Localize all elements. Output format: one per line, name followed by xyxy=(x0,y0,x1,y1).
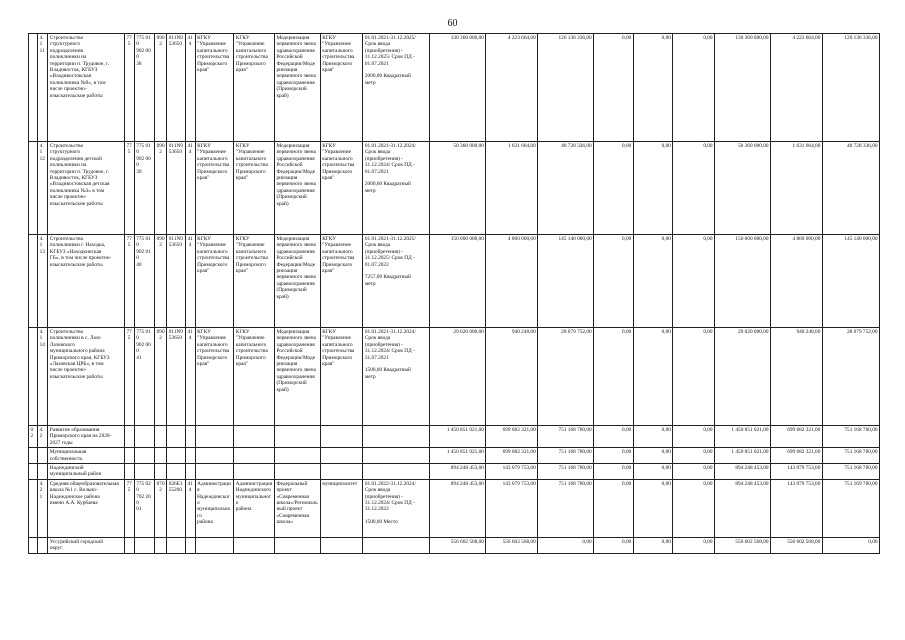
table-cell: Строительство структурного подразделения детской поликлиники на территории п. Трудовое, г. Владивосток, КГБУЗ «Владивостокская детская поликлиника №3» в том числе проектно- изыскательские работы xyxy=(48,142,124,235)
table-cell: 0,00 xyxy=(594,537,634,553)
table-cell xyxy=(29,479,38,537)
table-cell xyxy=(29,34,38,142)
table-cell: 4 223 664,00 xyxy=(486,34,538,142)
table-cell: 143 079 753,00 xyxy=(486,464,538,480)
table-cell xyxy=(134,426,154,448)
table-cell: 0,00 xyxy=(633,479,673,537)
table-cell: 4 860 000,00 xyxy=(771,235,823,328)
table-cell xyxy=(185,426,195,448)
table-cell: 0,00 xyxy=(594,235,634,328)
table-cell: муниципалитет xyxy=(320,479,363,537)
table-cell: 126 136 336,00 xyxy=(822,34,879,142)
table-cell: 4 223 664,00 xyxy=(771,34,823,142)
table-cell: 4.1 13 xyxy=(38,235,48,328)
table-cell: 699 682 321,00 xyxy=(486,448,538,464)
table-cell: 0,00 xyxy=(594,426,634,448)
table-cell: 699 682 321,00 xyxy=(486,426,538,448)
table-cell: 0702 xyxy=(155,479,167,537)
table-cell xyxy=(195,464,234,480)
table-cell: 0,00 xyxy=(673,235,715,328)
table-cell: Федеральный проект «Современная школа»/Региональ ный проект «Современная школа» xyxy=(274,479,320,537)
table-cell: 150 000 000,00 xyxy=(430,235,486,328)
table-cell: 0,00 xyxy=(673,142,715,235)
table-cell: 011N9 53650 xyxy=(167,142,185,235)
table-row xyxy=(29,537,880,553)
table-cell: 775 02 0 702 20 0 01 xyxy=(134,479,154,537)
table-cell: Строительство поликлиники в с. Лазо Лазовского муниципального района Приморского края, КГБУЗ «Лазовская ЦРБ», в том числе проектно- изыскательские работы xyxy=(48,328,124,426)
table-cell xyxy=(234,537,275,553)
table-cell xyxy=(320,448,363,464)
table-cell xyxy=(29,235,38,328)
table-cell: 01.01.2021-31.12.2024/ Срок ввода (приобретения) - 31.12.2024/ Срок ПД - 01.07.2021 2000,00 Квадратный метр xyxy=(363,142,430,235)
table-cell: 751 168 700,00 xyxy=(538,448,594,464)
table-cell xyxy=(124,464,134,480)
table-cell: Модернизация первичного звена здравоохранения Российской Федерации/Моде рнизация первичного звена здравоохранения (Приморский край) xyxy=(274,142,320,235)
table-cell: 556 602 568,00 xyxy=(715,537,771,553)
table-cell xyxy=(320,537,363,553)
table-cell: 026Е1 55200 xyxy=(167,479,185,537)
table-cell: КГКУ "Управление капитального строительства Приморского края" xyxy=(320,142,363,235)
table-cell: 1 450 851 021,00 xyxy=(715,426,771,448)
table-cell xyxy=(29,464,38,480)
table-cell: 414 xyxy=(185,235,195,328)
table-cell: 0,00 xyxy=(633,328,673,426)
table-cell: 011N9 53650 xyxy=(167,34,185,142)
table-row xyxy=(29,34,880,142)
table-cell: 894 248 453,00 xyxy=(430,464,486,480)
table-cell: 0,00 xyxy=(673,328,715,426)
table-cell: 48 728 336,00 xyxy=(538,142,594,235)
table-cell: 751 168 700,00 xyxy=(538,479,594,537)
table-cell: 4 860 000,00 xyxy=(486,235,538,328)
table-cell: 143 079 753,00 xyxy=(771,479,823,537)
table-cell: Уссурийский городской округ xyxy=(48,537,124,553)
table-cell xyxy=(195,537,234,553)
table-cell: 775 xyxy=(124,235,134,328)
table-cell: 0,00 xyxy=(594,479,634,537)
table-cell: 130 360 000,00 xyxy=(715,34,771,142)
table-cell: 0,00 xyxy=(594,34,634,142)
table-cell: 0,00 xyxy=(673,479,715,537)
table-cell xyxy=(195,426,234,448)
table-cell: КГКУ "Управление капитального строительства Приморского края" xyxy=(234,328,275,426)
table-cell: 775 01 0 902 01 0 40 xyxy=(134,235,154,328)
table-cell: Модернизация первичного звена здравоохранения Российской Федерации/Моде рнизация первичного звена здравоохранения (Приморский край) xyxy=(274,328,320,426)
table-cell: 0,00 xyxy=(594,448,634,464)
table-cell: 02 xyxy=(29,426,38,448)
table-cell xyxy=(320,464,363,480)
table-cell xyxy=(38,448,48,464)
table-cell: 0,00 xyxy=(673,34,715,142)
table-cell: 414 xyxy=(185,479,195,537)
table-cell: 775 01 0 902 00 0 39 xyxy=(134,142,154,235)
table-row xyxy=(29,464,880,480)
table-cell xyxy=(363,426,430,448)
table-cell: 1 631 664,00 xyxy=(771,142,823,235)
table-cell: 751 168 700,00 xyxy=(822,464,879,480)
table-cell: 0902 xyxy=(155,328,167,426)
table-cell: 50 360 000,00 xyxy=(715,142,771,235)
table-cell: Муниципальная собственность xyxy=(48,448,124,464)
table-cell: 0,00 xyxy=(673,426,715,448)
table-cell xyxy=(185,464,195,480)
table-cell: Строительство поликлиники г. Находка, КГБУЗ «Находкинская ГБ», в том числе проектно- изыскательские работы xyxy=(48,235,124,328)
table-cell xyxy=(29,142,38,235)
table-cell: 4.1 14 xyxy=(38,328,48,426)
table-row xyxy=(29,479,880,537)
table-cell: 0,00 xyxy=(594,142,634,235)
table-cell: КГКУ "Управление капитального строительства Приморского края" xyxy=(234,235,275,328)
table-row xyxy=(29,235,880,328)
table-cell: 4.1 11 xyxy=(38,34,48,142)
table-cell xyxy=(167,448,185,464)
table-cell: Администрация Надеждинского муниципального района xyxy=(234,479,275,537)
table-cell: 0,00 xyxy=(594,328,634,426)
table-cell: Средняя общеобразовательная школа №1 с. Вольно- Надеждинское района имени А.А. Курбаева xyxy=(48,479,124,537)
table-cell: 0,00 xyxy=(594,464,634,480)
table-cell xyxy=(124,448,134,464)
table-cell xyxy=(155,448,167,464)
table-cell: 150 000 000,00 xyxy=(715,235,771,328)
table-cell xyxy=(320,426,363,448)
table-row xyxy=(29,426,880,448)
table-cell xyxy=(185,537,195,553)
table-cell: 556 602 568,00 xyxy=(430,537,486,553)
table-cell: Администрация Надеждинского муниципального района xyxy=(195,479,234,537)
table-cell xyxy=(124,426,134,448)
table-cell: 556 602 568,00 xyxy=(771,537,823,553)
table-cell: 894 248 453,00 xyxy=(715,479,771,537)
table-cell: 414 xyxy=(185,142,195,235)
table-cell: 01.01.2021-31.12.2024/ Срок ввода (приобретения) - 31.12.2024/ Срок ПД - 31.07.2021 1500,00 Квадратный метр xyxy=(363,328,430,426)
table-cell: 775 xyxy=(124,34,134,142)
table-cell: 0,00 xyxy=(673,448,715,464)
table-cell: КГКУ "Управление капитального строительства Приморского края" xyxy=(195,34,234,142)
table-cell: 699 682 321,00 xyxy=(771,426,823,448)
table-cell: 0,00 xyxy=(633,142,673,235)
table-cell: 0,00 xyxy=(673,464,715,480)
table-cell: 940 248,00 xyxy=(486,328,538,426)
table-cell: 894 248 453,00 xyxy=(430,479,486,537)
budget-table xyxy=(28,33,880,554)
table-cell: 50 360 000,00 xyxy=(430,142,486,235)
table-cell: КГКУ "Управление капитального строительства Приморского края" xyxy=(234,34,275,142)
table-cell xyxy=(363,464,430,480)
table-cell xyxy=(234,448,275,464)
table-cell: 1 450 851 021,00 xyxy=(715,448,771,464)
table-cell xyxy=(274,448,320,464)
table-cell: 894 248 453,00 xyxy=(715,464,771,480)
table-cell: 011N9 53650 xyxy=(167,235,185,328)
table-cell xyxy=(274,537,320,553)
table-cell xyxy=(234,426,275,448)
table-cell xyxy=(124,537,134,553)
table-cell: КГКУ "Управление капитального строительства Приморского края" xyxy=(195,142,234,235)
table-cell: 775 xyxy=(124,479,134,537)
table-cell: 28 079 752,00 xyxy=(538,328,594,426)
table-cell: 940 248,00 xyxy=(771,328,823,426)
table-cell: 0902 xyxy=(155,142,167,235)
table-cell: 775 01 0 902 00 0 38 xyxy=(134,34,154,142)
table-cell: 4.2 1 xyxy=(38,479,48,537)
table-cell xyxy=(29,537,38,553)
table-cell: 751 168 700,00 xyxy=(822,448,879,464)
table-cell xyxy=(274,426,320,448)
table-cell: КГКУ "Управление капитального строительства Приморского края" xyxy=(195,328,234,426)
table-cell: 126 136 336,00 xyxy=(538,34,594,142)
table-cell: КГКУ "Управление капитального строительства Приморского края" xyxy=(320,34,363,142)
table-cell xyxy=(167,537,185,553)
table-cell: 751 168 700,00 xyxy=(538,426,594,448)
table-cell: Модернизация первичного звена здравоохранения Российской Федерации/Моде рнизация первичного звена здравоохранения (Приморский край) xyxy=(274,34,320,142)
table-cell xyxy=(363,537,430,553)
table-cell xyxy=(363,448,430,464)
table-row xyxy=(29,448,880,464)
table-cell: Развитие образования Приморского края на 2020- 2027 годы xyxy=(48,426,124,448)
table-cell xyxy=(38,537,48,553)
table-cell: Модернизация первичного звена здравоохранения Российской Федерации/Моде рнизация первичного звена здравоохранения (Приморский край) xyxy=(274,235,320,328)
table-cell: 0,00 xyxy=(633,448,673,464)
table-cell: 0902 xyxy=(155,34,167,142)
table-cell: 1 631 664,00 xyxy=(486,142,538,235)
table-cell: 0,00 xyxy=(633,426,673,448)
table-cell xyxy=(38,464,48,480)
table-cell: 48 728 336,00 xyxy=(822,142,879,235)
table-cell: 414 xyxy=(185,34,195,142)
table-cell: КГКУ "Управление капитального строительства Приморского края" xyxy=(320,235,363,328)
table-cell: Строительство структурного подразделения поликлиники на территории п. Трудовое, г. Владивосток, КГБУЗ «Владивостокская поликлиника №9», в том числе проектно- изыскательские работы xyxy=(48,34,124,142)
table-cell xyxy=(134,537,154,553)
table-cell xyxy=(29,448,38,464)
table-cell: 751 168 700,00 xyxy=(822,426,879,448)
table-cell: 751 169 700,00 xyxy=(822,479,879,537)
table-cell: 775 xyxy=(124,142,134,235)
table-cell: 01.01.2021-31.12.2025/ Срок ввода (приобретения) - 31.12.2025/ Срок ПД - 01.07.2022 7257,00 Квадратный метр xyxy=(363,235,430,328)
table-cell: 145 140 000,00 xyxy=(538,235,594,328)
table-cell: 145 140 000,00 xyxy=(822,235,879,328)
table-cell: 0,00 xyxy=(633,34,673,142)
table-cell: Надеждинский муниципальный район xyxy=(48,464,124,480)
table-cell: 143 079 753,00 xyxy=(486,479,538,537)
table-cell: 29 020 000,00 xyxy=(715,328,771,426)
table-row xyxy=(29,328,880,426)
table-cell: 0,00 xyxy=(538,537,594,553)
table-cell: 0,00 xyxy=(673,537,715,553)
table-cell xyxy=(155,426,167,448)
table-cell xyxy=(234,464,275,480)
table-row xyxy=(29,142,880,235)
table-cell: 0,00 xyxy=(633,235,673,328)
table-cell: 0902 xyxy=(155,235,167,328)
table-cell: 775 xyxy=(124,328,134,426)
table-cell xyxy=(274,464,320,480)
table-cell: 130 360 000,00 xyxy=(430,34,486,142)
table-cell xyxy=(134,464,154,480)
table-cell: 143 079 753,00 xyxy=(771,464,823,480)
table-cell xyxy=(185,448,195,464)
table-cell: 414 xyxy=(185,328,195,426)
table-cell xyxy=(155,537,167,553)
table-cell: 0,00 xyxy=(633,537,673,553)
table-cell: КГКУ "Управление капитального строительства Приморского края" xyxy=(320,328,363,426)
table-cell: 29 020 000,00 xyxy=(430,328,486,426)
table-cell: КГКУ "Управление капитального строительства Приморского края" xyxy=(195,235,234,328)
table-cell xyxy=(167,426,185,448)
table-cell: 699 682 321,00 xyxy=(771,448,823,464)
table-cell: 01.01.2021-31.12.2025/ Срок ввода (приобретения) - 31.12.2025/ Срок ПД - 01.07.2021 2000,00 Квадратный метр xyxy=(363,34,430,142)
table-cell: 1 450 851 021,00 xyxy=(430,448,486,464)
table-cell xyxy=(134,448,154,464)
table-cell: 28 079 752,00 xyxy=(822,328,879,426)
table-cell: 01.01.2022-31.12.2024/ Срок ввода (приобретения) - 31.12.2024/ Срок ПД - 31.12.2022 1500,00 Место xyxy=(363,479,430,537)
table-cell: 0,00 xyxy=(633,464,673,480)
table-cell: 0,00 xyxy=(822,537,879,553)
page-number: 60 xyxy=(447,18,458,29)
table-cell xyxy=(155,464,167,480)
table-cell xyxy=(195,448,234,464)
table-cell: 4.1 12 xyxy=(38,142,48,235)
table-cell: 556 602 568,00 xyxy=(486,537,538,553)
table-cell: 775 01 0 902 00 0 41 xyxy=(134,328,154,426)
table-cell: 4.2 xyxy=(38,426,48,448)
table-cell: 1 450 851 021,00 xyxy=(430,426,486,448)
table-cell: 011N9 53650 xyxy=(167,328,185,426)
table-cell: 751 168 700,00 xyxy=(538,464,594,480)
table-cell xyxy=(29,328,38,426)
table-cell: КГКУ "Управление капитального строительства Приморского края" xyxy=(234,142,275,235)
table-cell xyxy=(167,464,185,480)
